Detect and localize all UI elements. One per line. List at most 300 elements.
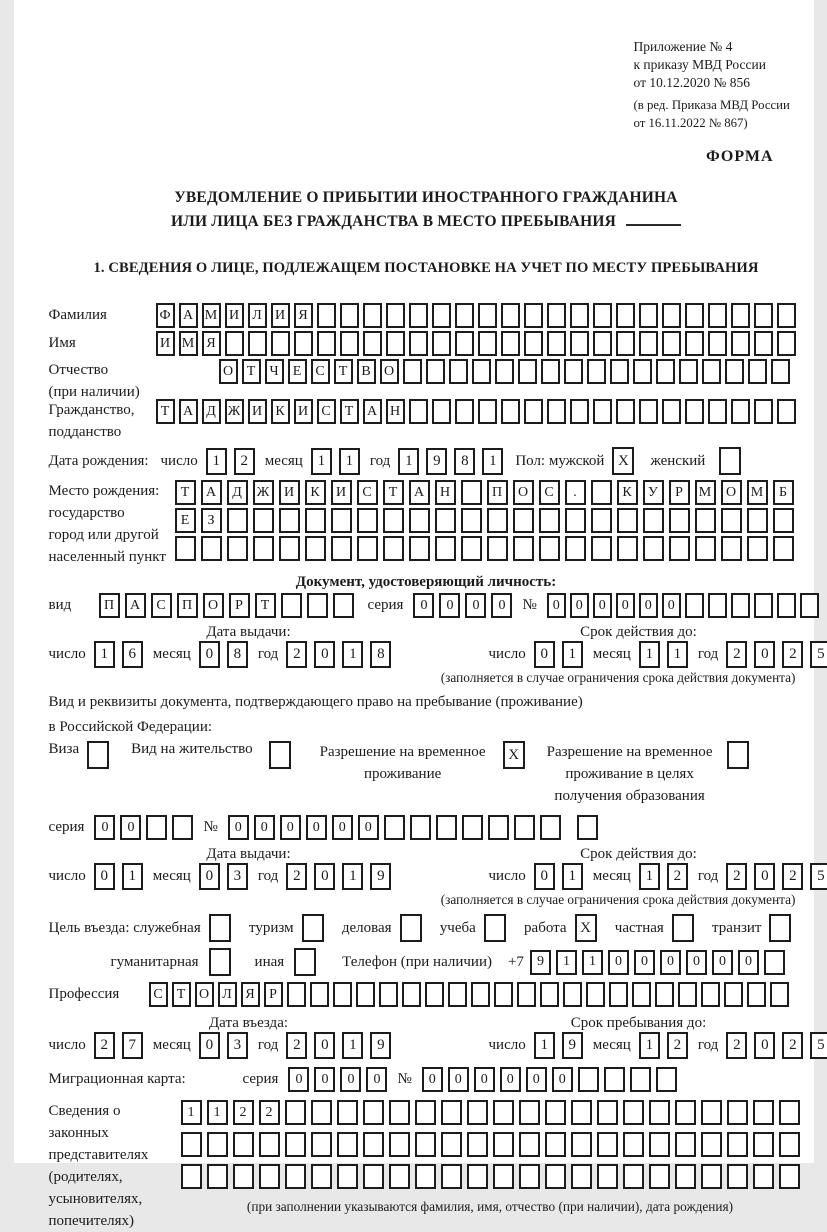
birth-place-char-box[interactable]: [591, 480, 612, 505]
doc-number-box[interactable]: [777, 593, 796, 618]
representative-char-box[interactable]: [259, 1164, 280, 1189]
given-name-char-box[interactable]: М: [179, 331, 198, 356]
representative-char-box[interactable]: [467, 1132, 488, 1157]
birth-place-char-box[interactable]: [643, 536, 664, 561]
birth-place-char-box[interactable]: [409, 536, 430, 561]
representative-char-box[interactable]: [363, 1100, 384, 1125]
patronymic-char-box[interactable]: О: [380, 359, 399, 384]
birth-place-char-box[interactable]: [305, 536, 326, 561]
doc-type-char-box[interactable]: П: [177, 593, 198, 618]
profession-char-box[interactable]: Я: [241, 982, 260, 1007]
surname-char-box[interactable]: И: [271, 303, 290, 328]
residence-number-box[interactable]: 0: [254, 815, 275, 840]
surname-char-box[interactable]: [547, 303, 566, 328]
representative-char-box[interactable]: [675, 1100, 696, 1125]
representative-char-box[interactable]: [337, 1132, 358, 1157]
birth-place-char-box[interactable]: Т: [383, 480, 404, 505]
patronymic-char-box[interactable]: [633, 359, 652, 384]
citizenship-char-box[interactable]: [662, 399, 681, 424]
residence-series-box[interactable]: [172, 815, 193, 840]
migration-series-box[interactable]: 0: [288, 1067, 309, 1092]
birth-place-char-box[interactable]: [435, 508, 456, 533]
representative-char-box[interactable]: [259, 1132, 280, 1157]
representative-char-box[interactable]: [571, 1164, 592, 1189]
doc-series-box[interactable]: 0: [465, 593, 486, 618]
migration-number-box[interactable]: 0: [448, 1067, 469, 1092]
birth-place-char-box[interactable]: О: [513, 480, 534, 505]
representative-char-box[interactable]: [233, 1132, 254, 1157]
profession-char-box[interactable]: [425, 982, 444, 1007]
birth-place-char-box[interactable]: М: [747, 480, 768, 505]
id-issue-year-box[interactable]: 2: [286, 641, 307, 668]
given-name-char-box[interactable]: [271, 331, 290, 356]
doc-series-box[interactable]: 0: [491, 593, 512, 618]
patronymic-char-box[interactable]: С: [311, 359, 330, 384]
patronymic-char-box[interactable]: [541, 359, 560, 384]
given-name-char-box[interactable]: [501, 331, 520, 356]
birth-place-char-box[interactable]: [669, 536, 690, 561]
given-name-char-box[interactable]: [685, 331, 704, 356]
profession-char-box[interactable]: [287, 982, 306, 1007]
patronymic-char-box[interactable]: Т: [334, 359, 353, 384]
doc-number-box[interactable]: 0: [639, 593, 658, 618]
birth-place-char-box[interactable]: [227, 536, 248, 561]
residence-issue-year-box[interactable]: 1: [342, 863, 363, 890]
birth-place-char-box[interactable]: И: [331, 480, 352, 505]
representative-char-box[interactable]: [649, 1132, 670, 1157]
birth-place-char-box[interactable]: К: [305, 480, 326, 505]
profession-char-box[interactable]: [379, 982, 398, 1007]
representative-char-box[interactable]: [623, 1164, 644, 1189]
surname-char-box[interactable]: [685, 303, 704, 328]
representative-char-box[interactable]: [701, 1100, 722, 1125]
birth-place-char-box[interactable]: [331, 536, 352, 561]
representative-char-box[interactable]: [545, 1132, 566, 1157]
given-name-char-box[interactable]: [731, 331, 750, 356]
birth-place-char-box[interactable]: [461, 480, 482, 505]
birth-place-char-box[interactable]: [565, 508, 586, 533]
representative-char-box[interactable]: [337, 1164, 358, 1189]
given-name-char-box[interactable]: [340, 331, 359, 356]
birth-place-char-box[interactable]: [383, 508, 404, 533]
representative-char-box[interactable]: [727, 1132, 748, 1157]
residence-valid-year-box[interactable]: 2: [726, 863, 747, 890]
given-name-char-box[interactable]: [754, 331, 773, 356]
residence-issue-month-box[interactable]: 3: [227, 863, 248, 890]
residence-valid-day-box[interactable]: 1: [562, 863, 583, 890]
given-name-char-box[interactable]: [455, 331, 474, 356]
birth-place-char-box[interactable]: [487, 536, 508, 561]
migration-number-box[interactable]: 0: [422, 1067, 443, 1092]
id-valid-day-box[interactable]: 0: [534, 641, 555, 668]
birth-place-char-box[interactable]: М: [695, 480, 716, 505]
birth-place-char-box[interactable]: [253, 536, 274, 561]
surname-char-box[interactable]: [570, 303, 589, 328]
surname-char-box[interactable]: Я: [294, 303, 313, 328]
birth-place-char-box[interactable]: .: [565, 480, 586, 505]
phone-digit-box[interactable]: [764, 950, 785, 975]
representative-char-box[interactable]: [519, 1100, 540, 1125]
birth-place-char-box[interactable]: [279, 508, 300, 533]
doc-number-box[interactable]: 0: [547, 593, 566, 618]
id-valid-year-box[interactable]: 0: [754, 641, 775, 668]
citizenship-char-box[interactable]: [685, 399, 704, 424]
profession-char-box[interactable]: [724, 982, 743, 1007]
entry-year-box[interactable]: 1: [342, 1032, 363, 1059]
birth-place-char-box[interactable]: [461, 508, 482, 533]
surname-char-box[interactable]: [593, 303, 612, 328]
representative-char-box[interactable]: [597, 1132, 618, 1157]
surname-char-box[interactable]: [409, 303, 428, 328]
surname-char-box[interactable]: [777, 303, 796, 328]
surname-char-box[interactable]: [455, 303, 474, 328]
representative-char-box[interactable]: [545, 1100, 566, 1125]
purpose-transit-checkbox[interactable]: [769, 914, 791, 942]
patronymic-char-box[interactable]: Т: [242, 359, 261, 384]
doc-type-char-box[interactable]: [333, 593, 354, 618]
residence-number-box[interactable]: 0: [306, 815, 327, 840]
patronymic-char-box[interactable]: Ч: [265, 359, 284, 384]
representative-char-box[interactable]: [727, 1100, 748, 1125]
given-name-char-box[interactable]: [570, 331, 589, 356]
birth-place-char-box[interactable]: [617, 508, 638, 533]
profession-char-box[interactable]: [747, 982, 766, 1007]
id-valid-year-box[interactable]: 5: [810, 641, 827, 668]
representative-char-box[interactable]: [389, 1132, 410, 1157]
profession-char-box[interactable]: [586, 982, 605, 1007]
representative-char-box[interactable]: 2: [259, 1100, 280, 1125]
residence-series-box[interactable]: 0: [120, 815, 141, 840]
profession-char-box[interactable]: [471, 982, 490, 1007]
birth-place-char-box[interactable]: [669, 508, 690, 533]
entry-day-box[interactable]: 2: [94, 1032, 115, 1059]
entry-year-box[interactable]: 2: [286, 1032, 307, 1059]
surname-char-box[interactable]: [363, 303, 382, 328]
profession-char-box[interactable]: [609, 982, 628, 1007]
doc-number-box[interactable]: [708, 593, 727, 618]
doc-number-box[interactable]: 0: [570, 593, 589, 618]
patronymic-char-box[interactable]: Е: [288, 359, 307, 384]
representative-char-box[interactable]: [571, 1132, 592, 1157]
representative-char-box[interactable]: [493, 1164, 514, 1189]
representative-char-box[interactable]: [311, 1100, 332, 1125]
birth-place-char-box[interactable]: Д: [227, 480, 248, 505]
phone-digit-box[interactable]: 9: [530, 950, 551, 975]
doc-number-box[interactable]: 0: [616, 593, 635, 618]
profession-char-box[interactable]: [356, 982, 375, 1007]
residence-series-box[interactable]: [146, 815, 167, 840]
residence-number-box[interactable]: [514, 815, 535, 840]
profession-char-box[interactable]: [655, 982, 674, 1007]
profession-char-box[interactable]: [448, 982, 467, 1007]
given-name-char-box[interactable]: [248, 331, 267, 356]
patronymic-char-box[interactable]: [449, 359, 468, 384]
birth-place-char-box[interactable]: [695, 536, 716, 561]
phone-digit-box[interactable]: 0: [608, 950, 629, 975]
representative-char-box[interactable]: [207, 1164, 228, 1189]
patronymic-char-box[interactable]: [518, 359, 537, 384]
doc-number-box[interactable]: [731, 593, 750, 618]
representative-char-box[interactable]: [415, 1132, 436, 1157]
residence-issue-year-box[interactable]: 0: [314, 863, 335, 890]
doc-type-char-box[interactable]: С: [151, 593, 172, 618]
birth-place-char-box[interactable]: [487, 508, 508, 533]
id-valid-month-box[interactable]: 1: [667, 641, 688, 668]
surname-char-box[interactable]: Ф: [156, 303, 175, 328]
representative-char-box[interactable]: [779, 1100, 800, 1125]
migration-number-box[interactable]: [630, 1067, 651, 1092]
stay-month-box[interactable]: 1: [639, 1032, 660, 1059]
surname-char-box[interactable]: [662, 303, 681, 328]
profession-char-box[interactable]: С: [149, 982, 168, 1007]
surname-char-box[interactable]: [639, 303, 658, 328]
profession-char-box[interactable]: Р: [264, 982, 283, 1007]
residence-number-box[interactable]: 0: [332, 815, 353, 840]
surname-char-box[interactable]: [616, 303, 635, 328]
birth-place-char-box[interactable]: [409, 508, 430, 533]
birth-place-char-box[interactable]: [591, 536, 612, 561]
stay-year-box[interactable]: 0: [754, 1032, 775, 1059]
citizenship-char-box[interactable]: А: [179, 399, 198, 424]
surname-char-box[interactable]: А: [179, 303, 198, 328]
entry-month-box[interactable]: 0: [199, 1032, 220, 1059]
id-issue-year-box[interactable]: 0: [314, 641, 335, 668]
representative-char-box[interactable]: [675, 1132, 696, 1157]
surname-char-box[interactable]: [432, 303, 451, 328]
migration-number-box[interactable]: [656, 1067, 677, 1092]
representative-char-box[interactable]: [623, 1132, 644, 1157]
patronymic-char-box[interactable]: [472, 359, 491, 384]
given-name-char-box[interactable]: [662, 331, 681, 356]
citizenship-char-box[interactable]: [524, 399, 543, 424]
birth-place-char-box[interactable]: [435, 536, 456, 561]
residence-issue-year-box[interactable]: 2: [286, 863, 307, 890]
patronymic-char-box[interactable]: [725, 359, 744, 384]
given-name-char-box[interactable]: [639, 331, 658, 356]
representative-char-box[interactable]: [363, 1164, 384, 1189]
representative-char-box[interactable]: [233, 1164, 254, 1189]
representative-char-box[interactable]: [285, 1100, 306, 1125]
representative-char-box[interactable]: 1: [181, 1100, 202, 1125]
citizenship-char-box[interactable]: К: [271, 399, 290, 424]
birth-place-char-box[interactable]: Т: [175, 480, 196, 505]
representative-char-box[interactable]: [597, 1164, 618, 1189]
citizenship-char-box[interactable]: Т: [156, 399, 175, 424]
given-name-char-box[interactable]: [294, 331, 313, 356]
citizenship-char-box[interactable]: Н: [386, 399, 405, 424]
profession-char-box[interactable]: [770, 982, 789, 1007]
profession-char-box[interactable]: [494, 982, 513, 1007]
birth-day-box[interactable]: 2: [234, 448, 255, 475]
citizenship-char-box[interactable]: Ж: [225, 399, 244, 424]
surname-char-box[interactable]: [501, 303, 520, 328]
doc-type-char-box[interactable]: П: [99, 593, 120, 618]
representative-char-box[interactable]: [415, 1100, 436, 1125]
birth-place-char-box[interactable]: [383, 536, 404, 561]
migration-number-box[interactable]: 0: [474, 1067, 495, 1092]
phone-digit-box[interactable]: 1: [556, 950, 577, 975]
id-valid-day-box[interactable]: 1: [562, 641, 583, 668]
patronymic-char-box[interactable]: [403, 359, 422, 384]
representative-char-box[interactable]: [597, 1100, 618, 1125]
purpose-private-checkbox[interactable]: [672, 914, 694, 942]
citizenship-char-box[interactable]: Д: [202, 399, 221, 424]
representative-char-box[interactable]: 2: [233, 1100, 254, 1125]
representative-char-box[interactable]: [311, 1164, 332, 1189]
given-name-char-box[interactable]: [478, 331, 497, 356]
representative-char-box[interactable]: [753, 1132, 774, 1157]
profession-char-box[interactable]: [310, 982, 329, 1007]
purpose-work-checkbox[interactable]: X: [575, 914, 597, 942]
citizenship-char-box[interactable]: [593, 399, 612, 424]
given-name-char-box[interactable]: [386, 331, 405, 356]
birth-place-char-box[interactable]: [773, 508, 794, 533]
purpose-other-checkbox[interactable]: [294, 948, 316, 976]
citizenship-char-box[interactable]: [432, 399, 451, 424]
surname-char-box[interactable]: М: [202, 303, 221, 328]
representative-char-box[interactable]: [779, 1132, 800, 1157]
patronymic-char-box[interactable]: [702, 359, 721, 384]
id-issue-month-box[interactable]: 8: [227, 641, 248, 668]
birth-place-char-box[interactable]: [357, 536, 378, 561]
doc-number-box[interactable]: [800, 593, 819, 618]
doc-type-char-box[interactable]: [281, 593, 302, 618]
stay-day-box[interactable]: 1: [534, 1032, 555, 1059]
representative-char-box[interactable]: [285, 1164, 306, 1189]
residence-issue-year-box[interactable]: 9: [370, 863, 391, 890]
patronymic-char-box[interactable]: [564, 359, 583, 384]
birth-place-char-box[interactable]: [357, 508, 378, 533]
residence-valid-year-box[interactable]: 0: [754, 863, 775, 890]
residence-valid-year-box[interactable]: 2: [782, 863, 803, 890]
birth-place-char-box[interactable]: [695, 508, 716, 533]
entry-day-box[interactable]: 7: [122, 1032, 143, 1059]
birth-place-char-box[interactable]: [331, 508, 352, 533]
purpose-tourism-checkbox[interactable]: [302, 914, 324, 942]
birth-place-char-box[interactable]: У: [643, 480, 664, 505]
birth-place-char-box[interactable]: [175, 536, 196, 561]
birth-place-char-box[interactable]: Р: [669, 480, 690, 505]
profession-char-box[interactable]: [678, 982, 697, 1007]
birth-place-char-box[interactable]: О: [721, 480, 742, 505]
birth-place-char-box[interactable]: [513, 536, 534, 561]
birth-place-char-box[interactable]: [773, 536, 794, 561]
representative-char-box[interactable]: [493, 1100, 514, 1125]
id-issue-year-box[interactable]: 1: [342, 641, 363, 668]
citizenship-char-box[interactable]: [639, 399, 658, 424]
phone-digit-box[interactable]: 0: [634, 950, 655, 975]
doc-type-char-box[interactable]: А: [125, 593, 146, 618]
migration-number-box[interactable]: 0: [526, 1067, 547, 1092]
birth-place-char-box[interactable]: [565, 536, 586, 561]
citizenship-char-box[interactable]: [777, 399, 796, 424]
surname-char-box[interactable]: [754, 303, 773, 328]
doc-type-char-box[interactable]: Р: [229, 593, 250, 618]
birth-year-box[interactable]: 1: [398, 448, 419, 475]
migration-series-box[interactable]: 0: [314, 1067, 335, 1092]
citizenship-char-box[interactable]: [708, 399, 727, 424]
given-name-char-box[interactable]: И: [156, 331, 175, 356]
residence-number-box[interactable]: [462, 815, 483, 840]
given-name-char-box[interactable]: Я: [202, 331, 221, 356]
profession-char-box[interactable]: [517, 982, 536, 1007]
citizenship-char-box[interactable]: А: [363, 399, 382, 424]
representative-char-box[interactable]: [649, 1100, 670, 1125]
birth-place-char-box[interactable]: И: [279, 480, 300, 505]
profession-char-box[interactable]: Т: [172, 982, 191, 1007]
birth-place-char-box[interactable]: З: [201, 508, 222, 533]
residence-number-box[interactable]: 0: [280, 815, 301, 840]
citizenship-char-box[interactable]: [547, 399, 566, 424]
representative-char-box[interactable]: [545, 1164, 566, 1189]
representative-char-box[interactable]: [519, 1132, 540, 1157]
profession-char-box[interactable]: [402, 982, 421, 1007]
residence-number-box[interactable]: 0: [228, 815, 249, 840]
birth-place-char-box[interactable]: [643, 508, 664, 533]
surname-char-box[interactable]: [386, 303, 405, 328]
surname-char-box[interactable]: Л: [248, 303, 267, 328]
patronymic-char-box[interactable]: [748, 359, 767, 384]
id-issue-month-box[interactable]: 0: [199, 641, 220, 668]
surname-char-box[interactable]: [317, 303, 336, 328]
birth-place-char-box[interactable]: [539, 536, 560, 561]
birth-month-box[interactable]: 1: [311, 448, 332, 475]
citizenship-char-box[interactable]: [570, 399, 589, 424]
profession-char-box[interactable]: [540, 982, 559, 1007]
representative-char-box[interactable]: [623, 1100, 644, 1125]
stay-year-box[interactable]: 5: [810, 1032, 827, 1059]
entry-month-box[interactable]: 3: [227, 1032, 248, 1059]
patronymic-char-box[interactable]: В: [357, 359, 376, 384]
phone-digit-box[interactable]: 0: [712, 950, 733, 975]
patronymic-char-box[interactable]: О: [219, 359, 238, 384]
surname-char-box[interactable]: [731, 303, 750, 328]
phone-digit-box[interactable]: 0: [686, 950, 707, 975]
residence-valid-year-box[interactable]: 5: [810, 863, 827, 890]
profession-char-box[interactable]: [333, 982, 352, 1007]
doc-number-box[interactable]: 0: [593, 593, 612, 618]
id-issue-day-box[interactable]: 1: [94, 641, 115, 668]
given-name-char-box[interactable]: [432, 331, 451, 356]
phone-digit-box[interactable]: 0: [660, 950, 681, 975]
migration-series-box[interactable]: 0: [366, 1067, 387, 1092]
given-name-char-box[interactable]: [777, 331, 796, 356]
representative-char-box[interactable]: [363, 1132, 384, 1157]
residence-issue-day-box[interactable]: 0: [94, 863, 115, 890]
migration-number-box[interactable]: 0: [500, 1067, 521, 1092]
stay-day-box[interactable]: 9: [562, 1032, 583, 1059]
surname-char-box[interactable]: [340, 303, 359, 328]
birth-place-char-box[interactable]: [721, 508, 742, 533]
residence-issue-month-box[interactable]: 0: [199, 863, 220, 890]
representative-char-box[interactable]: [701, 1164, 722, 1189]
representative-char-box[interactable]: [753, 1100, 774, 1125]
representative-char-box[interactable]: [727, 1164, 748, 1189]
birth-place-char-box[interactable]: Б: [773, 480, 794, 505]
given-name-char-box[interactable]: [317, 331, 336, 356]
patronymic-char-box[interactable]: [679, 359, 698, 384]
given-name-char-box[interactable]: [524, 331, 543, 356]
birth-place-char-box[interactable]: [305, 508, 326, 533]
representative-char-box[interactable]: [311, 1132, 332, 1157]
birth-place-char-box[interactable]: [513, 508, 534, 533]
citizenship-char-box[interactable]: [409, 399, 428, 424]
purpose-study-checkbox[interactable]: [484, 914, 506, 942]
patronymic-char-box[interactable]: [771, 359, 790, 384]
representative-char-box[interactable]: [181, 1164, 202, 1189]
citizenship-char-box[interactable]: И: [248, 399, 267, 424]
birth-place-char-box[interactable]: С: [539, 480, 560, 505]
